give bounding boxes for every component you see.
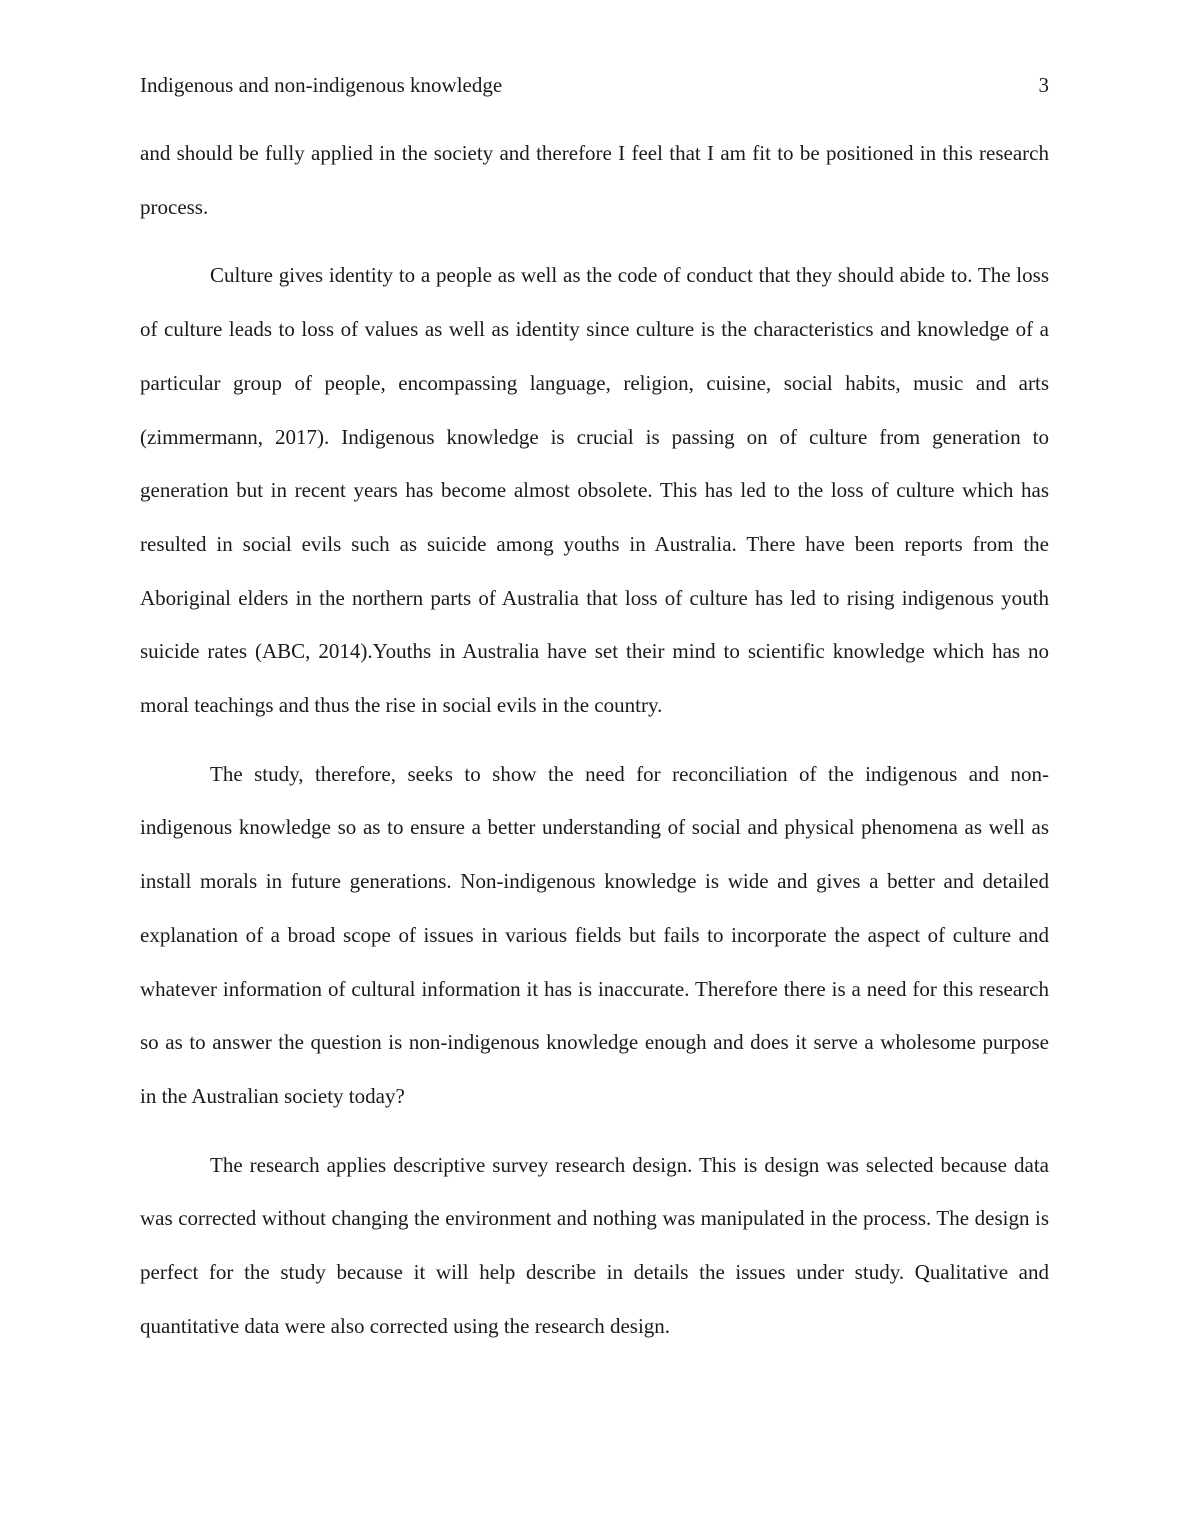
- paragraph-research-design: The research applies descriptive survey research design. This is design was selected because data was corrected without changing the environment and nothing was manipulated in the process. The design is perfect for the study because it will help describe in details the issues under study. Qualitative and quantitative data were also corrected using the research design.: [140, 1152, 1049, 1338]
- paragraph-study-purpose: The study, therefore, seeks to show the need for reconciliation of the indigenous and non-indigenous knowledge so as to ensure a better understanding of social and physical phenomena as well as install morals in future generations. Non-indigenous knowledge is wide and gives a better and detailed explanation of a broad scope of issues in various fields but fails to incorporate the aspect of culture and whatever information of cultural information it has is inaccurate. Therefore there is a need for this research so as to answer the question is non-indigenous knowledge enough and does it serve a wholesome purpose in the Australian society today?: [140, 761, 1049, 1108]
- running-header: [140, 71, 1049, 99]
- page-number: 3: [1038, 73, 1049, 97]
- paragraph-culture: Culture gives identity to a people as well as the code of conduct that they should abide to. The loss of culture leads to loss of values as well as identity since culture is the characteristics and knowledge of a particular group of people, encompassing language, religion, cuisine, social habits, music and arts (zimmermann, 2017). Indigenous knowledge is crucial is passing on of culture from generation to generation but in recent years has become almost obsolete. This has led to the loss of culture which has resulted in social evils such as suicide among youths in Australia. There have been reports from the Aboriginal elders in the northern parts of Australia that loss of culture has led to rising indigenous youth suicide rates (ABC, 2014).Youths in Australia have set their mind to scientific knowledge which has no moral teachings and thus the rise in social evils in the country.: [140, 263, 1049, 718]
- body-text: [140, 127, 1049, 1368]
- paragraph-continuation: and should be fully applied in the society and therefore I feel that I am fit to be positioned in this research process.: [140, 141, 1049, 219]
- running-title: Indigenous and non-indigenous knowledge: [140, 73, 503, 97]
